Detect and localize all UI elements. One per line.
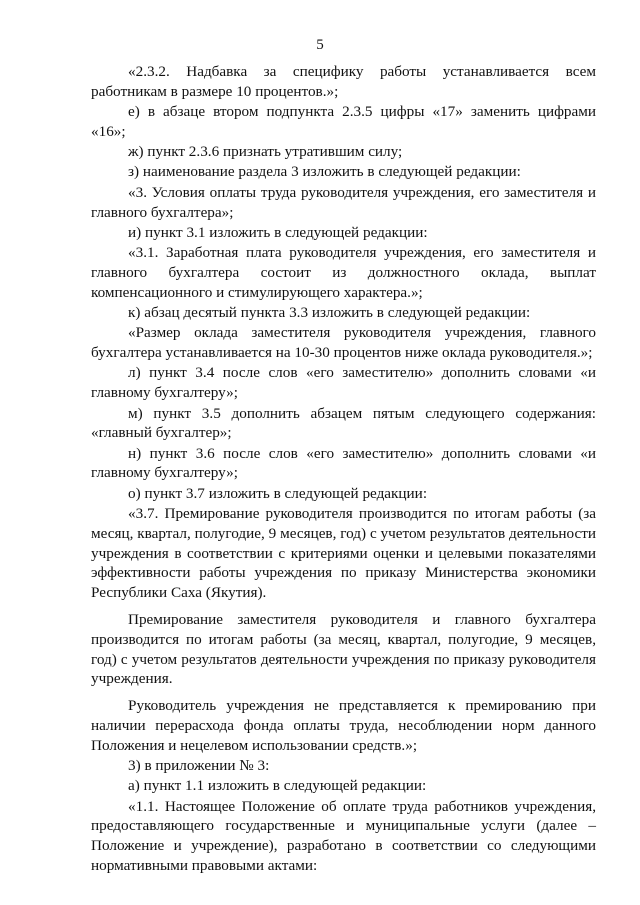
paragraph: «3.1. Заработная плата руководителя учреждения, его заместителя и главного бухгалтера состоит из должностного оклада, выплат компенсационного и стимулирующего характера.»; [91, 244, 596, 301]
paragraph: Руководитель учреждения не представляется к премированию при наличии перерасхода фонда оплаты труда, несоблюдении норм данного Положения и нецелевом использовании средств.»; [91, 697, 596, 754]
paragraph: а) пункт 1.1 изложить в следующей редакции: [128, 777, 427, 795]
document-body [91, 62, 596, 876]
paragraph: м) пункт 3.5 дополнить абзацем пятым следующего содержания: «главный бухгалтер»; [91, 404, 596, 442]
paragraph: Премирование заместителя руководителя и главного бухгалтера производится по итогам работы (за месяц, квартал, полугодие, 9 месяцев, год) с учетом результатов деятельности учреждения по приказу руководителя учреждения. [91, 611, 596, 688]
paragraph: 3) в приложении № 3: [128, 757, 270, 775]
paragraph: ж) пункт 2.3.6 признать утратившим силу; [128, 143, 403, 161]
paragraph: «1.1. Настоящее Положение об оплате труда работников учреждения, предоставляющего государственные и муниципальные услуги (далее – Положение и учреждение), разработано в соответствии со следующими нормативными правовыми актами: [91, 797, 596, 875]
paragraph: з) наименование раздела 3 изложить в следующей редакции: [128, 163, 521, 181]
paragraph: к) абзац десятый пункта 3.3 изложить в следующей редакции: [128, 304, 531, 322]
paragraph: л) пункт 3.4 после слов «его заместителю» дополнить словами «и главному бухгалтеру»; [91, 364, 596, 402]
paragraph: о) пункт 3.7 изложить в следующей редакции: [128, 484, 428, 502]
paragraph: «3. Условия оплаты труда руководителя учреждения, его заместителя и главного бухгалтера»; [91, 183, 596, 221]
paragraph: е) в абзаце втором подпункта 2.3.5 цифры «17» заменить цифрами «16»; [91, 103, 596, 140]
paragraph: «3.7. Премирование руководителя производится по итогам работы (за месяц, квартал, полугодие, 9 месяцев, год) с учетом результатов деятельности учреждения в соответствии с критериями оценки и целевыми показателями эффективности работы учреждения по приказу Министерства экономики Республики Саха (Якутия). [91, 505, 596, 602]
paragraph: «2.3.2. Надбавка за специфику работы устанавливается всем работникам в размере 10 процентов.»; [91, 63, 596, 100]
paragraph: «Размер оклада заместителя руководителя учреждения, главного бухгалтера устанавливается на 10-30 процентов ниже оклада руководителя.»; [91, 324, 596, 362]
paragraph: и) пункт 3.1 изложить в следующей редакции: [128, 223, 428, 241]
page-number: 5 [316, 37, 324, 53]
paragraph: н) пункт 3.6 после слов «его заместителю» дополнить словами «и главному бухгалтеру»; [91, 444, 596, 482]
